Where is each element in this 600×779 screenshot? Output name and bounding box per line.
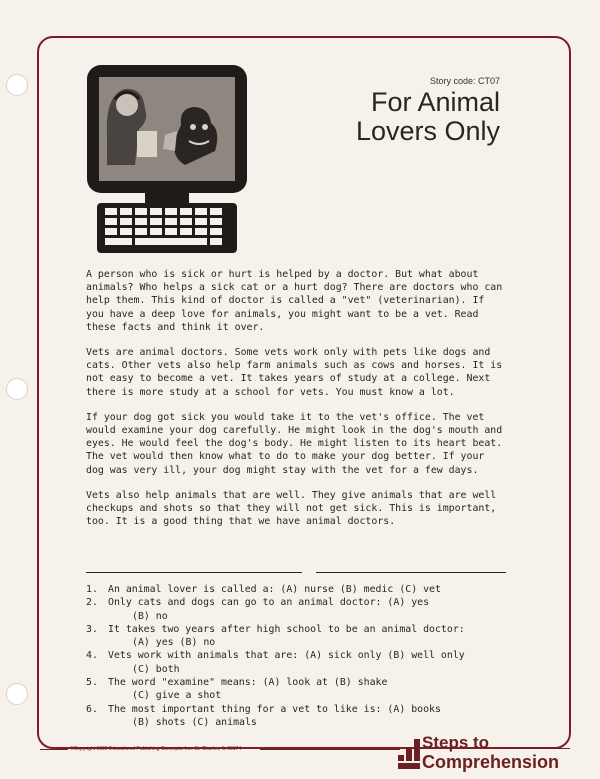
footer-rule-middle: [260, 749, 400, 750]
passage-paragraph: Vets also help animals that are well. They give animals that are well checkups and shots so that they will not get sick. This is important, too. It is a good thing that we have animal doctors.: [86, 489, 497, 528]
question-options: (C) give a shot: [132, 690, 222, 702]
passage-paragraph: Vets are animal doctors. Some vets work only with pets like dogs and cats. Other vets also help farm animals such as cows and horses. It is not easy to become a vet. It takes years of study at a college. Next there is more study at a school for vets. You must know a lot.: [86, 347, 503, 398]
question-item: [86, 596, 506, 623]
reading-passage: [86, 268, 506, 540]
footer-rule-left: [40, 749, 68, 750]
question-text: The word "examine" means: (A) look at (B) shake: [108, 677, 388, 689]
question-item: [86, 623, 506, 650]
story-code: Story code: CT07: [429, 76, 500, 86]
question-number: 3.: [86, 623, 98, 635]
question-options: (A) yes (B) no: [132, 637, 216, 649]
title-line-2: Lovers Only: [355, 116, 500, 146]
logo-rule: [500, 748, 570, 749]
question-number: 6.: [86, 703, 98, 715]
question-text: An animal lover is called a: (A) nurse (B) medic (C) vet: [108, 584, 441, 595]
passage-paragraph: If your dog got sick you would take it to the vet's office. The vet would examine your dog carefully. He might look in the dog's mouth and eyes. He would feel the dog's body. He might listen to its heart beat. The vet would then know what to do to make your dog better. If your dog was very ill, your dog might stay with the vet for a few days.: [86, 411, 503, 476]
passage-paragraph: A person who is sick or hurt is helped by a doctor. But what about animals? Who helps a sick cat or a hurt dog? There are doctors who can help them. This kind of doctor is called a "vet" (veterinarian). If you have a deep love for animals, you might want to be a vet. Read these facts and think it over.: [86, 269, 503, 333]
divider-left: [86, 572, 302, 573]
steps-to-comprehension-logo: [398, 735, 578, 775]
question-number: 1.: [86, 584, 98, 595]
question-options: (B) shots (C) animals: [132, 716, 257, 728]
logo-block: [398, 763, 420, 769]
question-text: Vets work with animals that are: (A) sick only (B) well only: [108, 650, 465, 662]
question-text: Only cats and dogs can go to an animal doctor: (A) yes: [108, 597, 430, 609]
page-title: [356, 88, 500, 146]
question-number: 4.: [86, 650, 98, 662]
binder-hole-bottom: [6, 683, 28, 705]
question-item: [86, 676, 506, 703]
logo-line-2: Comprehension: [422, 752, 560, 772]
question-text: It takes two years after high school to be an animal doctor:: [108, 623, 465, 635]
logo-block: [406, 747, 412, 761]
vet-hand: [137, 131, 157, 157]
question-options: (B) no: [132, 610, 168, 622]
question-item: [86, 649, 506, 676]
question-item: [86, 703, 506, 730]
question-number: 2.: [86, 597, 98, 609]
question-text: The most important thing for a vet to like is: (A) books: [108, 703, 441, 715]
logo-block: [398, 755, 404, 761]
question-item: [86, 583, 506, 596]
logo-block: [414, 739, 420, 761]
question-options: (C) both: [132, 663, 180, 675]
monitor-neck: [145, 193, 189, 203]
binder-hole-top: [6, 74, 28, 96]
copyright-notice: ©Copyright 1986 Educational Publishing Concepts, Inc. St. Charles, IL 60174: [70, 746, 242, 752]
binder-hole-middle: [6, 378, 28, 400]
title-line-1: For Animal: [370, 87, 500, 117]
logo-line-1: Steps to: [422, 733, 490, 752]
question-number: 5.: [86, 677, 98, 689]
divider-right: [316, 572, 506, 573]
computer-illustration: [85, 65, 250, 255]
question-list: [86, 583, 506, 729]
